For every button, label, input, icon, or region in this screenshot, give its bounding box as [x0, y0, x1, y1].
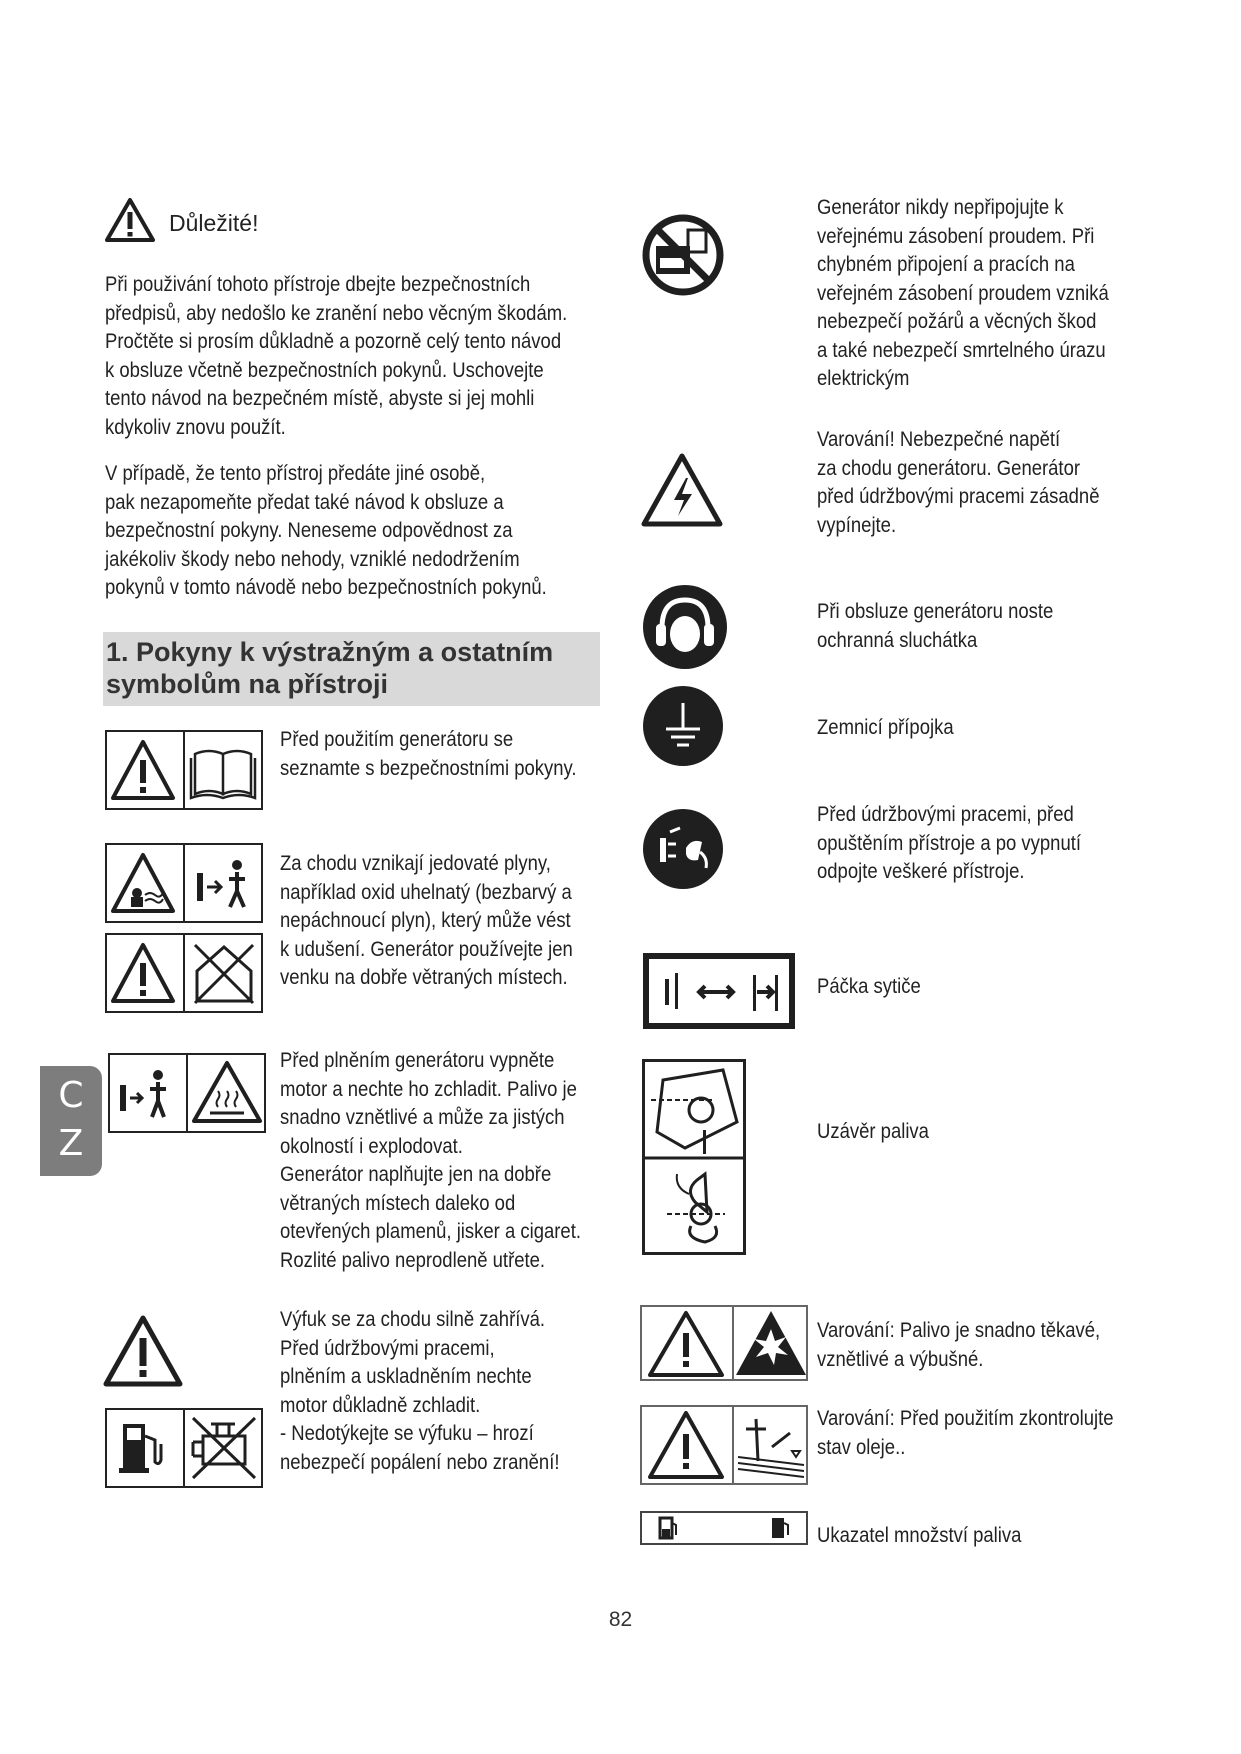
- right-item-3-text: Při obsluze generátoru noste ochranná sluchátka: [817, 600, 1054, 652]
- hot-surface-icon: [186, 1055, 264, 1131]
- right-item-2-text: Varování! Nebezpečné napětí za chodu generátoru. Generátor před údržbovými pracemi zásadně vypínejte.: [817, 428, 1100, 537]
- right-item-9-text: Varování: Před použitím zkontrolujte stav oleje..: [817, 1407, 1114, 1459]
- right-item-4-text: Zemnicí přípojka: [817, 716, 954, 739]
- fuel-pump-icon: [107, 1410, 183, 1486]
- left-item-1-text: Před použitím generátoru se seznamte s bezpečnostními pokyny.: [280, 728, 577, 780]
- symbol-hot-refuel: [108, 1053, 266, 1133]
- page-number: 82: [608, 1608, 633, 1631]
- language-tab-line-1: C: [58, 1075, 84, 1116]
- person-exit-icon: [110, 1055, 186, 1131]
- warning-icon: [642, 1407, 732, 1483]
- right-item-10-text: Ukazatel množství paliva: [817, 1524, 1022, 1547]
- symbol-exhaust: [105, 1408, 263, 1488]
- warning-icon: [102, 1314, 184, 1388]
- left-item-4-text: Výfuk se za chodu silně zahřívá. Před údržbovými pracemi, plněním a uskladněním nechte motor důkladně zchladit. - Nedotýkejte se výfuku – hrozí nebezpečí popálení nebo zranění!: [280, 1308, 560, 1474]
- warning-icon: [107, 732, 183, 808]
- symbol-fuel-explosive: [640, 1305, 808, 1381]
- intro-paragraph-2: V případě, že tento přístroj předáte jiné osobě, pak nezapomeňte předat také návod k obsluze a bezpečnostní pokyny. Neneseme odpovědnost za jakékoliv škody nebo nehody, vzniklé nedodržením pokynů v tomto návodě nebo bezpečnostních pokynů.: [105, 462, 547, 599]
- intro-paragraph-1: Při použivání tohoto přístroje dbejte bezpečnostních předpisů, aby nedošlo ke zranění nebo věcným škodám. Pročtěte si prosím důkladně a pozorně celý tento návod k obsluze včetně bezpečnostních pokynů. Uschovejte tento návod na bezpečném místě, abyste si jej mohli kdykoliv znovu použít.: [105, 273, 568, 439]
- no-indoor-use-icon: [183, 935, 261, 1011]
- oil-check-icon: [732, 1407, 806, 1483]
- warning-icon: [107, 935, 183, 1011]
- symbol-no-indoor: [105, 933, 263, 1013]
- left-item-3-text: Před plněním generátoru vypněte motor a nechte ho zchladit. Palivo je snadno vznětlivé a může za jistých okolností i explodovat. Generátor naplňujte jen na dobře větraných místech daleko od otevřených plamenů, jisker a cigaret. Rozlité palivo neprodleně utřete.: [280, 1049, 581, 1272]
- right-item-7-text: Uzávěr paliva: [817, 1120, 929, 1143]
- toxic-gas-icon: [107, 845, 183, 921]
- warning-icon: [642, 1307, 732, 1379]
- person-exit-icon: [183, 845, 261, 921]
- ear-protection-icon: [642, 584, 728, 670]
- right-item-5-text: Před údržbovými pracemi, před opuštěním přístroje a po vypnutí odpojte veškeré přístroje.: [817, 803, 1081, 883]
- right-item-1-text: Generátor nikdy nepřipojujte k veřejnému zásobení proudem. Při chybném připojení a pracích na veřejném zásobení proudem vzniká nebezpečí požárů a věcných škod a také nebezpečí smrtelného úrazu elektrickým: [817, 196, 1109, 390]
- ground-icon: [642, 685, 724, 767]
- symbol-oil-check: [640, 1405, 808, 1485]
- language-tab: [40, 1066, 102, 1176]
- section-heading: 1. Pokyny k výstražným a ostatním symbolům na přístroji: [103, 632, 600, 706]
- unplug-devices-icon: [642, 808, 724, 890]
- left-item-2-text: Za chodu vznikají jedovaté plyny, například oxid uhelnatý (bezbarvý a nepáchnoucí plyn), který může vést k udušení. Generátor používejte jen venku na dobře větraných místech.: [280, 852, 573, 989]
- no-exhaust-contact-icon: [183, 1410, 261, 1486]
- important-title: Důležité!: [169, 210, 259, 236]
- right-item-6-text: Páčka sytiče: [817, 975, 921, 998]
- no-grid-connection-icon: [640, 212, 726, 298]
- fuel-gauge-icon: [640, 1511, 808, 1545]
- symbol-read-manual: [105, 730, 263, 810]
- high-voltage-icon: [640, 452, 724, 528]
- fuel-valve-icon: [642, 1059, 746, 1255]
- manual-book-icon: [183, 732, 261, 808]
- important-warning-icon: [104, 197, 156, 243]
- explosive-icon: [732, 1307, 806, 1379]
- symbol-toxic-gas: [105, 843, 263, 923]
- language-tab-line-2: Z: [58, 1123, 84, 1164]
- right-item-8-text: Varování: Palivo je snadno těkavé, vznětlivé a výbušné.: [817, 1319, 1101, 1371]
- choke-lever-icon: [643, 953, 795, 1029]
